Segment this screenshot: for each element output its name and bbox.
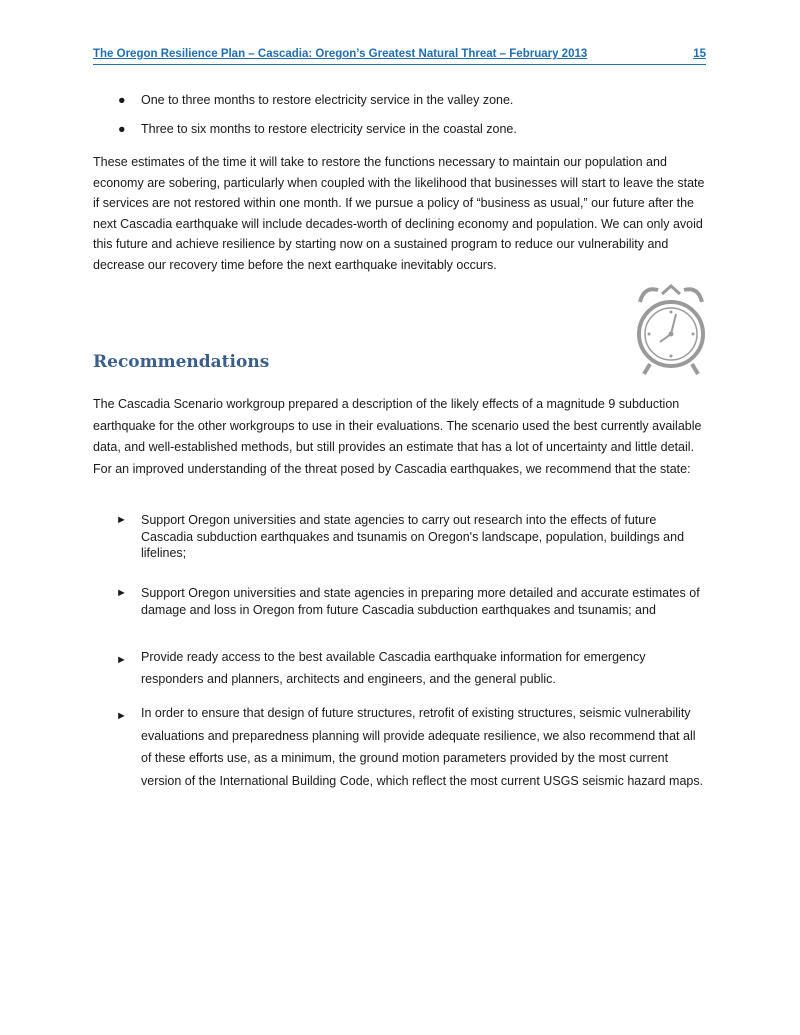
intro-bullet-list — [93, 93, 706, 151]
bullet-icon: ● — [118, 93, 126, 107]
list-item: ► Support Oregon universities and state agencies to carry out research into the effects of future Cascadia subduction earthquakes and tsunamis on Oregon's landscape, population, buildings and lifelines; — [116, 513, 685, 560]
alarm-clock-icon — [632, 280, 710, 378]
list-item: ► In order to ensure that design of future structures, retrofit of existing structures, seismic vulnerability evaluations and preparedness planning will provide adequate resilience, we also recommend that all of these efforts use, as a minimum, the ground motion parameters provided by the most current version of the International Building Code, which reflect the most current USGS seismic hazard maps. — [116, 706, 704, 788]
list-item: ● Three to six months to restore electricity service in the coastal zone. — [118, 122, 517, 136]
arrow-bullet-icon: ► — [116, 514, 127, 526]
body-paragraph: These estimates of the time it will take to restore the functions necessary to maintain our population and economy are sobering, particularly when coupled with the likelihood that businesses will start to leave the state if services are not restored within one month. If we pursue a policy of “business as usual,” our future after the next Cascadia earthquake will include decades-worth of declining economy and population. We can only avoid this future and achieve resilience by starting now on a sustained program to reduce our vulnerability and decrease our recovery time before the next earthquake inevitably occurs. — [93, 155, 705, 272]
page-header — [93, 48, 706, 65]
arrow-bullet-icon: ► — [116, 654, 127, 666]
body-paragraph: The Cascadia Scenario workgroup prepared a description of the likely effects of a magnitude 9 subduction earthquake for the other workgroups to use in their evaluations. The scenario used the best currently available data, and well-established methods, but still provides an estimate that has a lot of uncertainty and little detail. For an improved understanding of the threat posed by Cascadia earthquakes, we recommend that the state: — [93, 397, 702, 476]
arrow-bullet-icon: ► — [116, 587, 127, 599]
bullet-icon: ● — [118, 122, 126, 136]
list-item: ► Support Oregon universities and state agencies in preparing more detailed and accurate estimates of damage and loss in Oregon from future Cascadia subduction earthquakes and tsunamis; and — [116, 586, 700, 617]
section-title: Recommendations — [93, 352, 270, 372]
list-item: ● One to three months to restore electricity service in the valley zone. — [118, 93, 514, 107]
page-number: 15 — [693, 48, 706, 60]
header-title[interactable]: The Oregon Resilience Plan – Cascadia: Oregon’s Greatest Natural Threat – February 2013 — [93, 48, 588, 60]
list-item: ► Provide ready access to the best available Cascadia earthquake information for emergency responders and planners, architects and engineers, and the general public. — [116, 650, 646, 686]
arrow-bullet-icon: ► — [116, 710, 127, 722]
